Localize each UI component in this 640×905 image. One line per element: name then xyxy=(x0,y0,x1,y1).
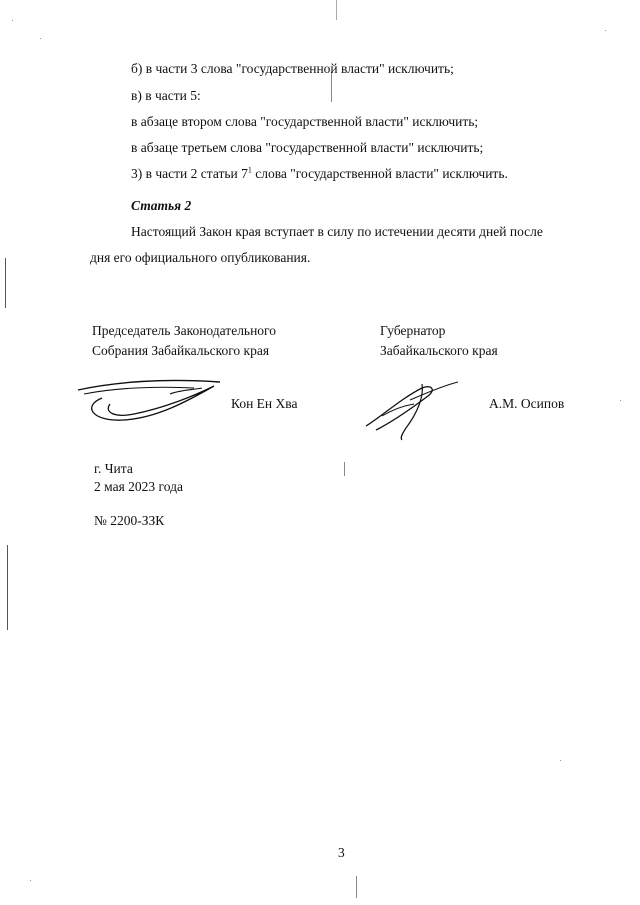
left-signatory-position-line-2: Собрания Забайкальского края xyxy=(92,343,270,358)
article-2-title: Статья 2 xyxy=(131,198,192,213)
right-signatory-position-line-1: Губернатор xyxy=(380,323,446,338)
amendment-v-paragraph-3: в абзаце третьем слова "государственной власти" исключить; xyxy=(131,140,484,155)
scan-speck xyxy=(560,760,561,761)
right-signatory-name: А.М. Осипов xyxy=(489,396,565,411)
scan-speck xyxy=(605,30,606,31)
left-signatory-position-line-1: Председатель Законодательного xyxy=(92,323,277,338)
page-number: 3 xyxy=(338,845,345,860)
amendment-v: в) в части 5: xyxy=(131,88,201,103)
scan-speck xyxy=(40,38,41,39)
article-2-text-line-2: дня его официального опубликования. xyxy=(90,250,311,265)
right-signatory-position-line-2: Забайкальского края xyxy=(380,343,498,358)
scan-artifact-line xyxy=(356,876,357,898)
scan-artifact-line xyxy=(7,545,8,630)
amendment-item-3-superscript: 1 xyxy=(247,165,252,175)
scan-speck xyxy=(12,20,13,21)
footer-date: 2 мая 2023 года xyxy=(94,479,183,494)
amendment-v-paragraph-2: в абзаце втором слова "государственной власти" исключить; xyxy=(131,114,479,129)
scan-speck xyxy=(30,880,31,881)
amendment-b: б) в части 3 слова "государственной власти" исключить; xyxy=(131,61,454,76)
amendment-item-3 xyxy=(131,166,508,182)
amendment-item-3-suffix: слова "государственной власти" исключить. xyxy=(251,166,508,181)
footer-document-number: № 2200-ЗЗК xyxy=(94,513,165,528)
article-2-text-line-1: Настоящий Закон края вступает в силу по истечении десяти дней после xyxy=(131,224,543,239)
scan-artifact-line xyxy=(344,462,345,476)
left-signature xyxy=(74,372,224,430)
footer-city: г. Чита xyxy=(94,461,133,476)
left-signatory-name: Кон Ен Хва xyxy=(231,396,298,411)
scan-artifact-line xyxy=(336,0,337,20)
amendment-item-3-prefix: 3) в части 2 статьи 7 xyxy=(131,166,248,181)
scan-speck xyxy=(620,400,621,401)
right-signature xyxy=(362,376,462,442)
scan-artifact-line xyxy=(5,258,6,308)
